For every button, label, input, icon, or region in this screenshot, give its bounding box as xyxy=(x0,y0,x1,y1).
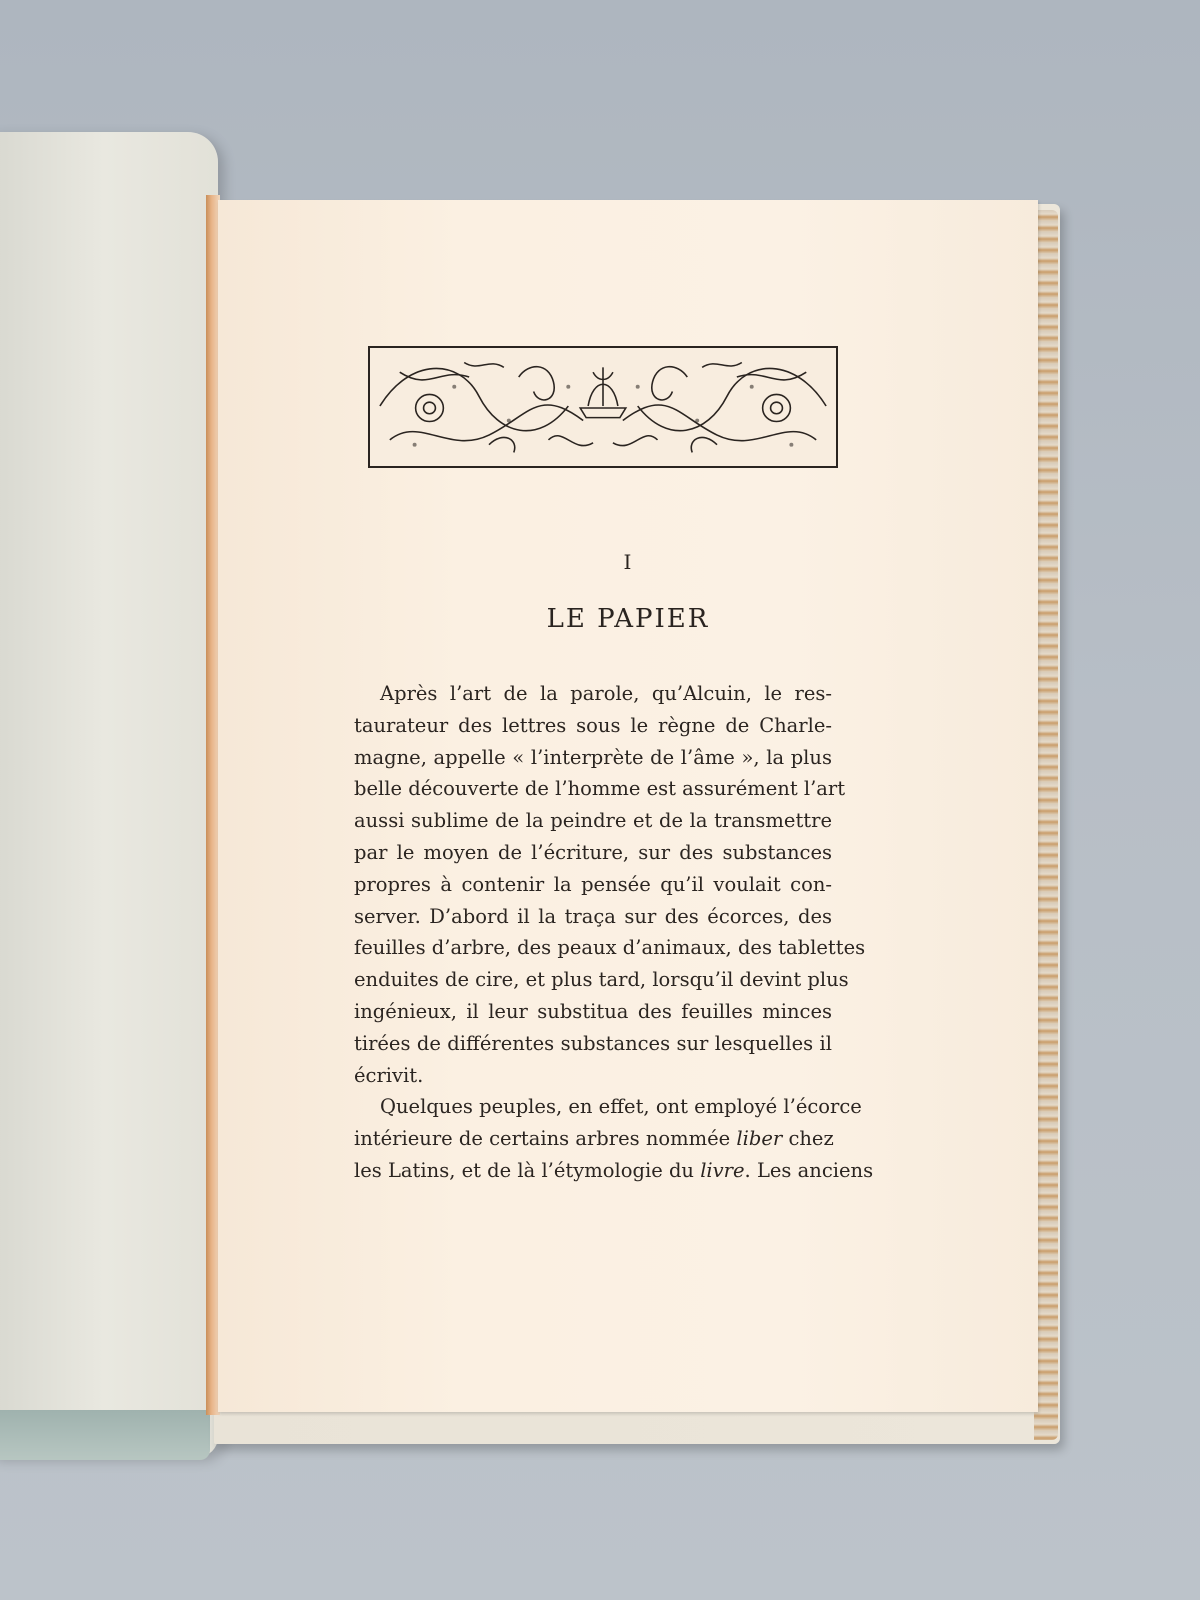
text-run: enduites de cire, et plus tard, lorsqu’il devint plus xyxy=(354,968,849,992)
right-page xyxy=(218,200,1038,1412)
left-page xyxy=(0,132,218,1457)
text-line xyxy=(354,773,846,805)
text-line xyxy=(354,1123,832,1155)
text-run: magne, appelle « l’interprète de l’âme », la plus xyxy=(354,745,832,769)
text-run: propres à contenir la pensée qu’il voulait con- xyxy=(354,872,832,896)
chapter-title: LE PAPIER xyxy=(546,604,710,634)
italic-word: livre xyxy=(700,1158,745,1182)
text-run: intérieure de certains arbres nommée xyxy=(354,1127,737,1151)
text-line xyxy=(354,1155,874,1187)
text-line xyxy=(354,1028,832,1060)
text-run: taurateur des lettres sous le règne de Charle- xyxy=(354,713,832,737)
text-line xyxy=(354,710,832,742)
text-run: feuilles d’arbre, des peaux d’animaux, des tablettes xyxy=(354,936,866,960)
ornament-drawing xyxy=(370,348,836,466)
text-run: par le moyen de l’écriture, sur des substances xyxy=(354,840,832,864)
text-run: Quelques peuples, en effet, ont employé l’écorce xyxy=(380,1095,862,1119)
italic-word: liber xyxy=(736,1127,783,1151)
text-run: . Les anciens xyxy=(744,1158,874,1182)
text-line xyxy=(354,964,849,996)
text-run: server. D’abord il la traça sur des écorces, des xyxy=(354,904,832,928)
text-line xyxy=(354,1060,832,1092)
text-run: chez xyxy=(782,1127,834,1151)
text-run: Après l’art de la parole, qu’Alcuin, le res- xyxy=(380,682,832,705)
text-line xyxy=(354,932,866,964)
chapter-number: I xyxy=(623,550,633,574)
text-line xyxy=(354,678,832,710)
text-run: aussi sublime de la peindre et de la transmettre xyxy=(354,809,832,833)
floral-headpiece-ornament xyxy=(368,346,838,468)
text-run: belle découverte de l’homme est assurément l’art xyxy=(354,777,846,801)
text-line xyxy=(354,742,832,774)
text-line xyxy=(354,901,832,933)
text-line xyxy=(354,869,832,901)
text-run: les Latins, et de là l’étymologie du xyxy=(354,1158,701,1182)
text-line xyxy=(354,1091,862,1123)
text-line xyxy=(354,837,832,869)
text-run: ingénieux, il leur substitua des feuilles minces xyxy=(354,999,832,1023)
text-run: écrivit. xyxy=(354,1063,424,1087)
book-cover-edge xyxy=(0,1410,210,1460)
body-text xyxy=(354,678,874,1187)
text-line xyxy=(354,805,832,837)
text-line xyxy=(354,996,832,1028)
text-run: tirées de différentes substances sur lesquelles il xyxy=(354,1031,832,1055)
